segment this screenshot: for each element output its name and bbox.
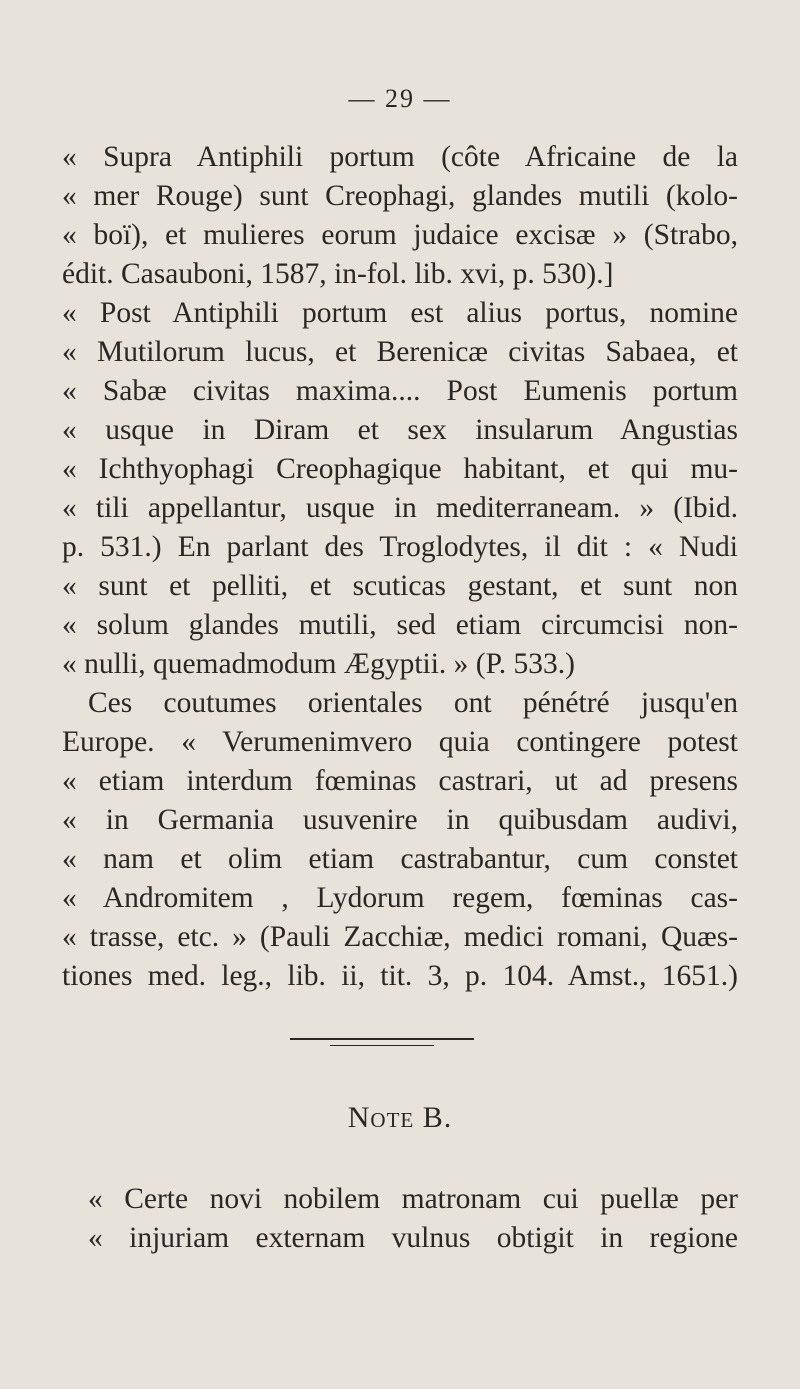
text-line-11: p. 531.) En parlant des Troglodytes, il dit : « Nudi bbox=[62, 531, 738, 563]
text-line-1: « Supra Antiphili portum (côte Africaine de la bbox=[62, 141, 738, 173]
text-line-4: édit. Casauboni, 1587, in-fol. lib. xvi, p. 530).] bbox=[62, 258, 614, 290]
page-number: — 29 — bbox=[348, 84, 452, 113]
text-line-14: « nulli, quemadmodum Ægyptii. » (P. 533.) bbox=[62, 648, 575, 680]
text-line-22: tiones med. leg., lib. ii, tit. 3, p. 104. Amst., 1651.) bbox=[62, 960, 738, 992]
text-line-6: « Mutilorum lucus, et Berenicæ civitas Sabaea, et bbox=[62, 336, 738, 368]
text-line-13: « solum glandes mutili, sed etiam circumcisi non- bbox=[62, 609, 738, 641]
text-line-2: « mer Rouge) sunt Creophagi, glandes mutili (kolo- bbox=[62, 180, 738, 212]
text-line-7: « Sabæ civitas maxima.... Post Eumenis portum bbox=[62, 375, 738, 407]
note-line-1: « Certe novi nobilem matronam cui puellæ per bbox=[88, 1183, 738, 1215]
section-divider-short bbox=[330, 1045, 434, 1046]
text-line-17: « etiam interdum fœminas castrari, ut ad presens bbox=[62, 765, 738, 797]
text-line-9: « Ichthyophagi Creophagique habitant, et qui mu- bbox=[62, 453, 738, 485]
note-line-2: « injuriam externam vulnus obtigit in regione bbox=[88, 1222, 738, 1254]
text-line-3: « boï), et mulieres eorum judaice excisæ » (Strabo, bbox=[62, 219, 738, 251]
text-line-16: Europe. « Verumenimvero quia contingere potest bbox=[62, 726, 738, 758]
text-line-21: « trasse, etc. » (Pauli Zacchiæ, medici romani, Quæs- bbox=[62, 921, 738, 953]
text-line-10: « tili appellantur, usque in mediterraneam. » (Ibid. bbox=[62, 492, 738, 524]
text-line-20: « Andromitem , Lydorum regem, fœminas cas- bbox=[62, 882, 738, 914]
text-line-5: « Post Antiphili portum est alius portus, nomine bbox=[62, 297, 738, 329]
note-heading: Note B. bbox=[347, 1101, 453, 1134]
text-line-15: Ces coutumes orientales ont pénétré jusqu'en bbox=[88, 687, 738, 719]
text-line-12: « sunt et pelliti, et scuticas gestant, et sunt non bbox=[62, 570, 738, 602]
text-line-18: « in Germania usuvenire in quibusdam audivi, bbox=[62, 804, 738, 836]
section-divider bbox=[290, 1038, 474, 1040]
text-line-19: « nam et olim etiam castrabantur, cum constet bbox=[62, 843, 738, 875]
text-line-8: « usque in Diram et sex insularum Angustias bbox=[62, 414, 738, 446]
